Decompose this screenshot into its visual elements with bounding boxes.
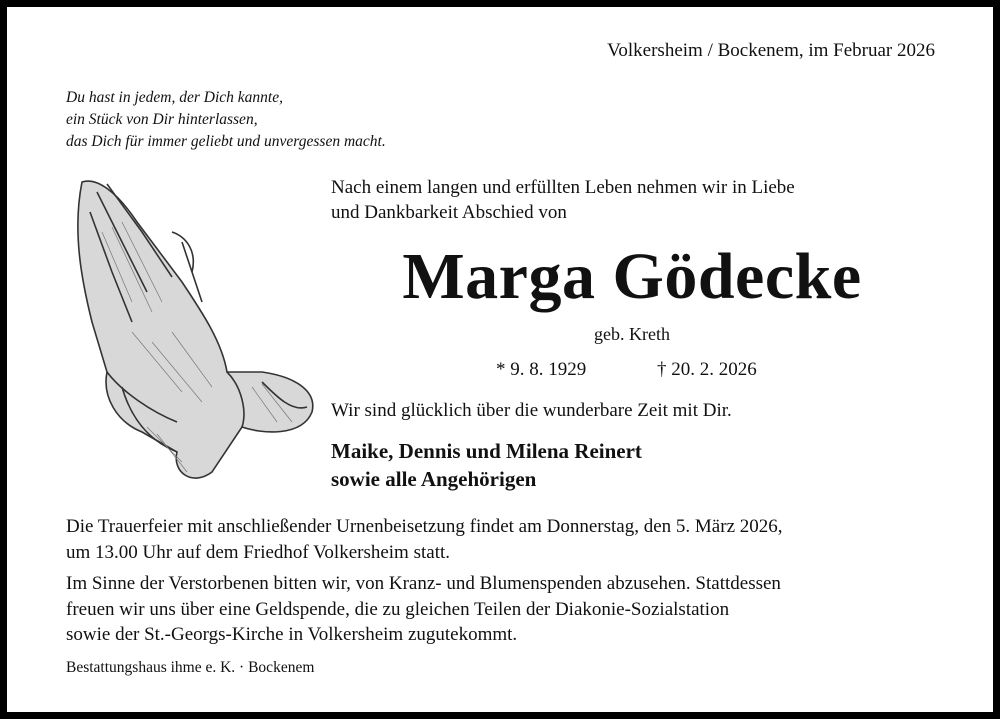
- praying-hands-icon: [62, 172, 322, 492]
- poem-line: das Dich für immer geliebt und unvergessen macht.: [66, 133, 386, 150]
- maiden-name: geb. Kreth: [594, 324, 670, 344]
- funeral-line: um 13.00 Uhr auf dem Friedhof Volkersheim statt.: [66, 541, 450, 563]
- family-signature: [331, 437, 642, 493]
- intro-line: Nach einem langen und erfüllten Leben nehmen wir in Liebe: [331, 177, 795, 198]
- deceased-name: Marga Gödecke: [402, 240, 862, 313]
- family-line: sowie alle Angehörigen: [331, 467, 537, 491]
- funeral-line: Die Trauerfeier mit anschließender Urnenbeisetzung findet am Donnerstag, den 5. März 2026,: [66, 516, 783, 537]
- family-line: Maike, Dennis und Milena Reinert: [331, 439, 642, 463]
- funeral-home: Bestattungshaus ihme e. K. · Bockenem: [66, 659, 315, 676]
- donation-line: sowie der St.-Georgs-Kirche in Volkersheim zugutekommt.: [66, 624, 518, 645]
- gratitude-text: Wir sind glücklich über die wunderbare Zeit mit Dir.: [331, 400, 732, 421]
- donation-line: Im Sinne der Verstorbenen bitten wir, von Kranz- und Blumenspenden abzusehen. Stattdessen: [66, 573, 781, 594]
- poem-line: Du hast in jedem, der Dich kannte,: [66, 89, 283, 106]
- birth-date: * 9. 8. 1929: [496, 359, 587, 380]
- donation-info: [66, 571, 781, 648]
- donation-line: freuen wir uns über eine Geldspende, die zu gleichen Teilen der Diakonie-Sozialstation: [66, 598, 730, 620]
- intro-line: und Dankbarkeit Abschied von: [331, 202, 567, 223]
- place-date: Volkersheim / Bockenem, im Februar 2026: [607, 40, 935, 61]
- obituary-notice: [7, 7, 993, 712]
- intro-text: [331, 175, 795, 225]
- funeral-info: [66, 514, 783, 565]
- death-date: † 20. 2. 2026: [657, 359, 757, 380]
- poem-line: ein Stück von Dir hinterlassen,: [66, 111, 258, 128]
- poem: [66, 87, 386, 153]
